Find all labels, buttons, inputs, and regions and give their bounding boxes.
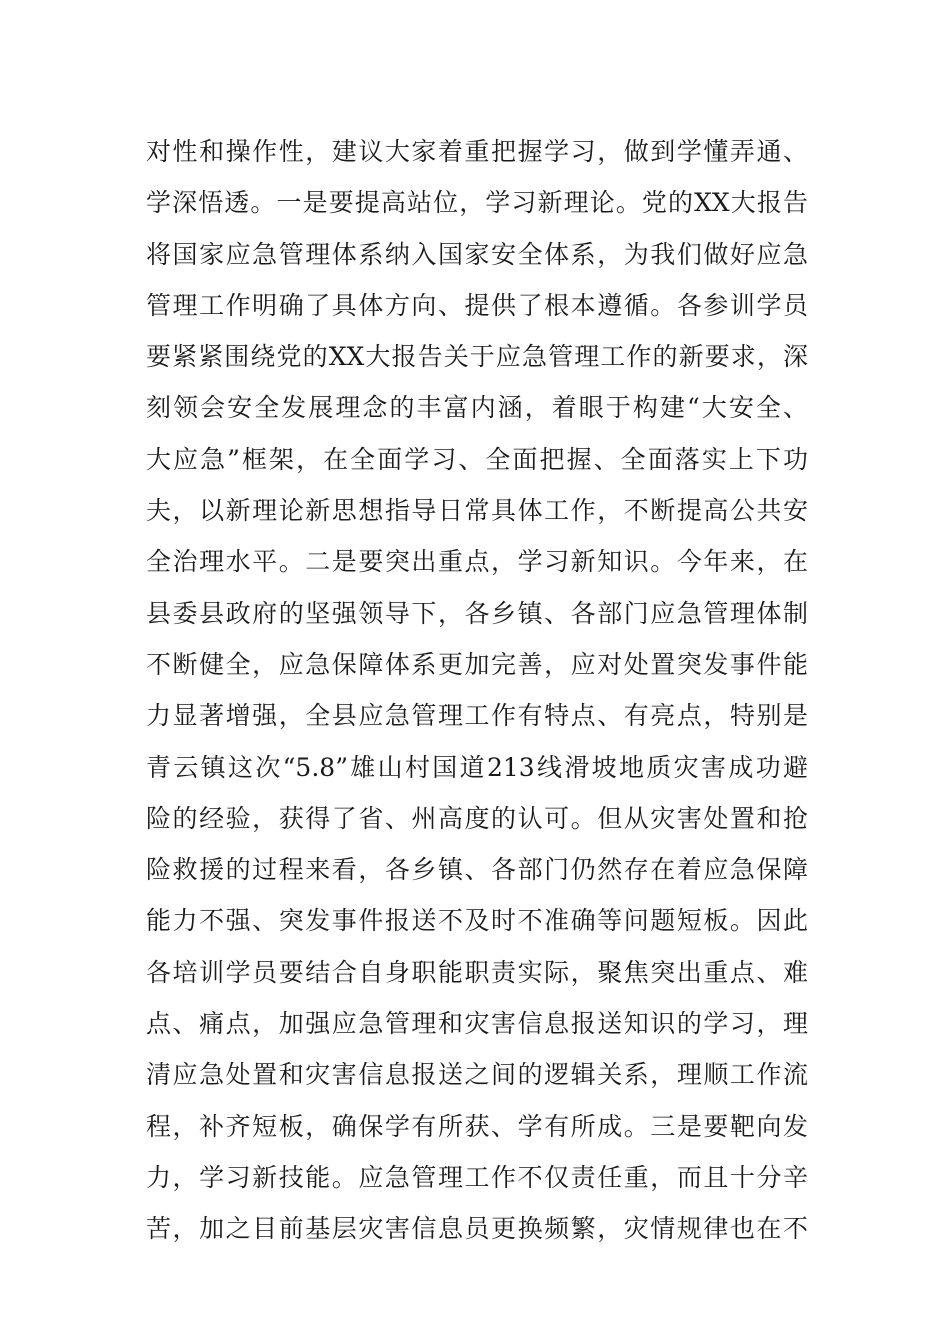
text-line-2: 学深悟透。一是要提高站位，学习新理论。党的XX大报告 [146,188,808,218]
text-line-10: 县委县政府的坚强领导下，各乡镇、各部门应急管理体制 [146,598,808,628]
text-line-4: 管理工作明确了具体方向、提供了根本遵循。各参训学员 [146,290,808,320]
text-line-1: 对性和操作性，建议大家着重把握学习，做到学懂弄通、 [146,137,808,166]
text-line-15: 险救援的过程来看，各乡镇、各部门仍然存在着应急保障 [146,855,808,885]
text-line-3: 将国家应急管理体系纳入国家安全体系，为我们做好应急 [146,239,808,269]
text-line-14: 险的经验，获得了省、州高度的认可。但从灾害处置和抢 [146,803,808,833]
text-line-20: 程，补齐短板，确保学有所获、学有所成。三是要靶向发 [146,1111,808,1141]
text-line-21: 力，学习新技能。应急管理工作不仅责任重，而且十分辛 [146,1162,808,1192]
text-line-17: 各培训学员要结合自身职能职责实际，聚焦突出重点、难 [146,957,808,987]
text-line-18: 点、痛点，加强应急管理和灾害信息报送知识的学习，理 [146,1009,808,1039]
text-line-7: 大应急”框架，在全面学习、全面把握、全面落实上下功 [146,444,808,474]
text-line-16: 能力不强、突发事件报送不及时不准确等问题短板。因此 [146,906,808,936]
text-line-22: 苦，加之目前基层灾害信息员更换频繁，灾情规律也在不 [146,1214,808,1244]
text-line-6: 刻领会安全发展理念的丰富内涵，着眼于构建“大安全、 [146,393,808,423]
text-line-13: 青云镇这次“5.8”雄山村国道213线滑坡地质灾害成功避 [146,752,808,782]
text-line-8: 夫，以新理论新思想指导日常具体工作，不断提高公共安 [146,496,808,526]
text-line-12: 力显著增强，全县应急管理工作有特点、有亮点，特别是 [146,701,808,731]
text-line-11: 不断健全，应急保障体系更加完善，应对处置突发事件能 [146,649,808,679]
text-line-9: 全治理水平。二是要突出重点，学习新知识。今年来，在 [146,547,808,577]
text-line-19: 清应急处置和灾害信息报送之间的逻辑关系，理顺工作流 [146,1060,808,1090]
text-line-5: 要紧紧围绕党的XX大报告关于应急管理工作的新要求，深 [146,342,808,372]
body-paragraph [146,126,808,1255]
